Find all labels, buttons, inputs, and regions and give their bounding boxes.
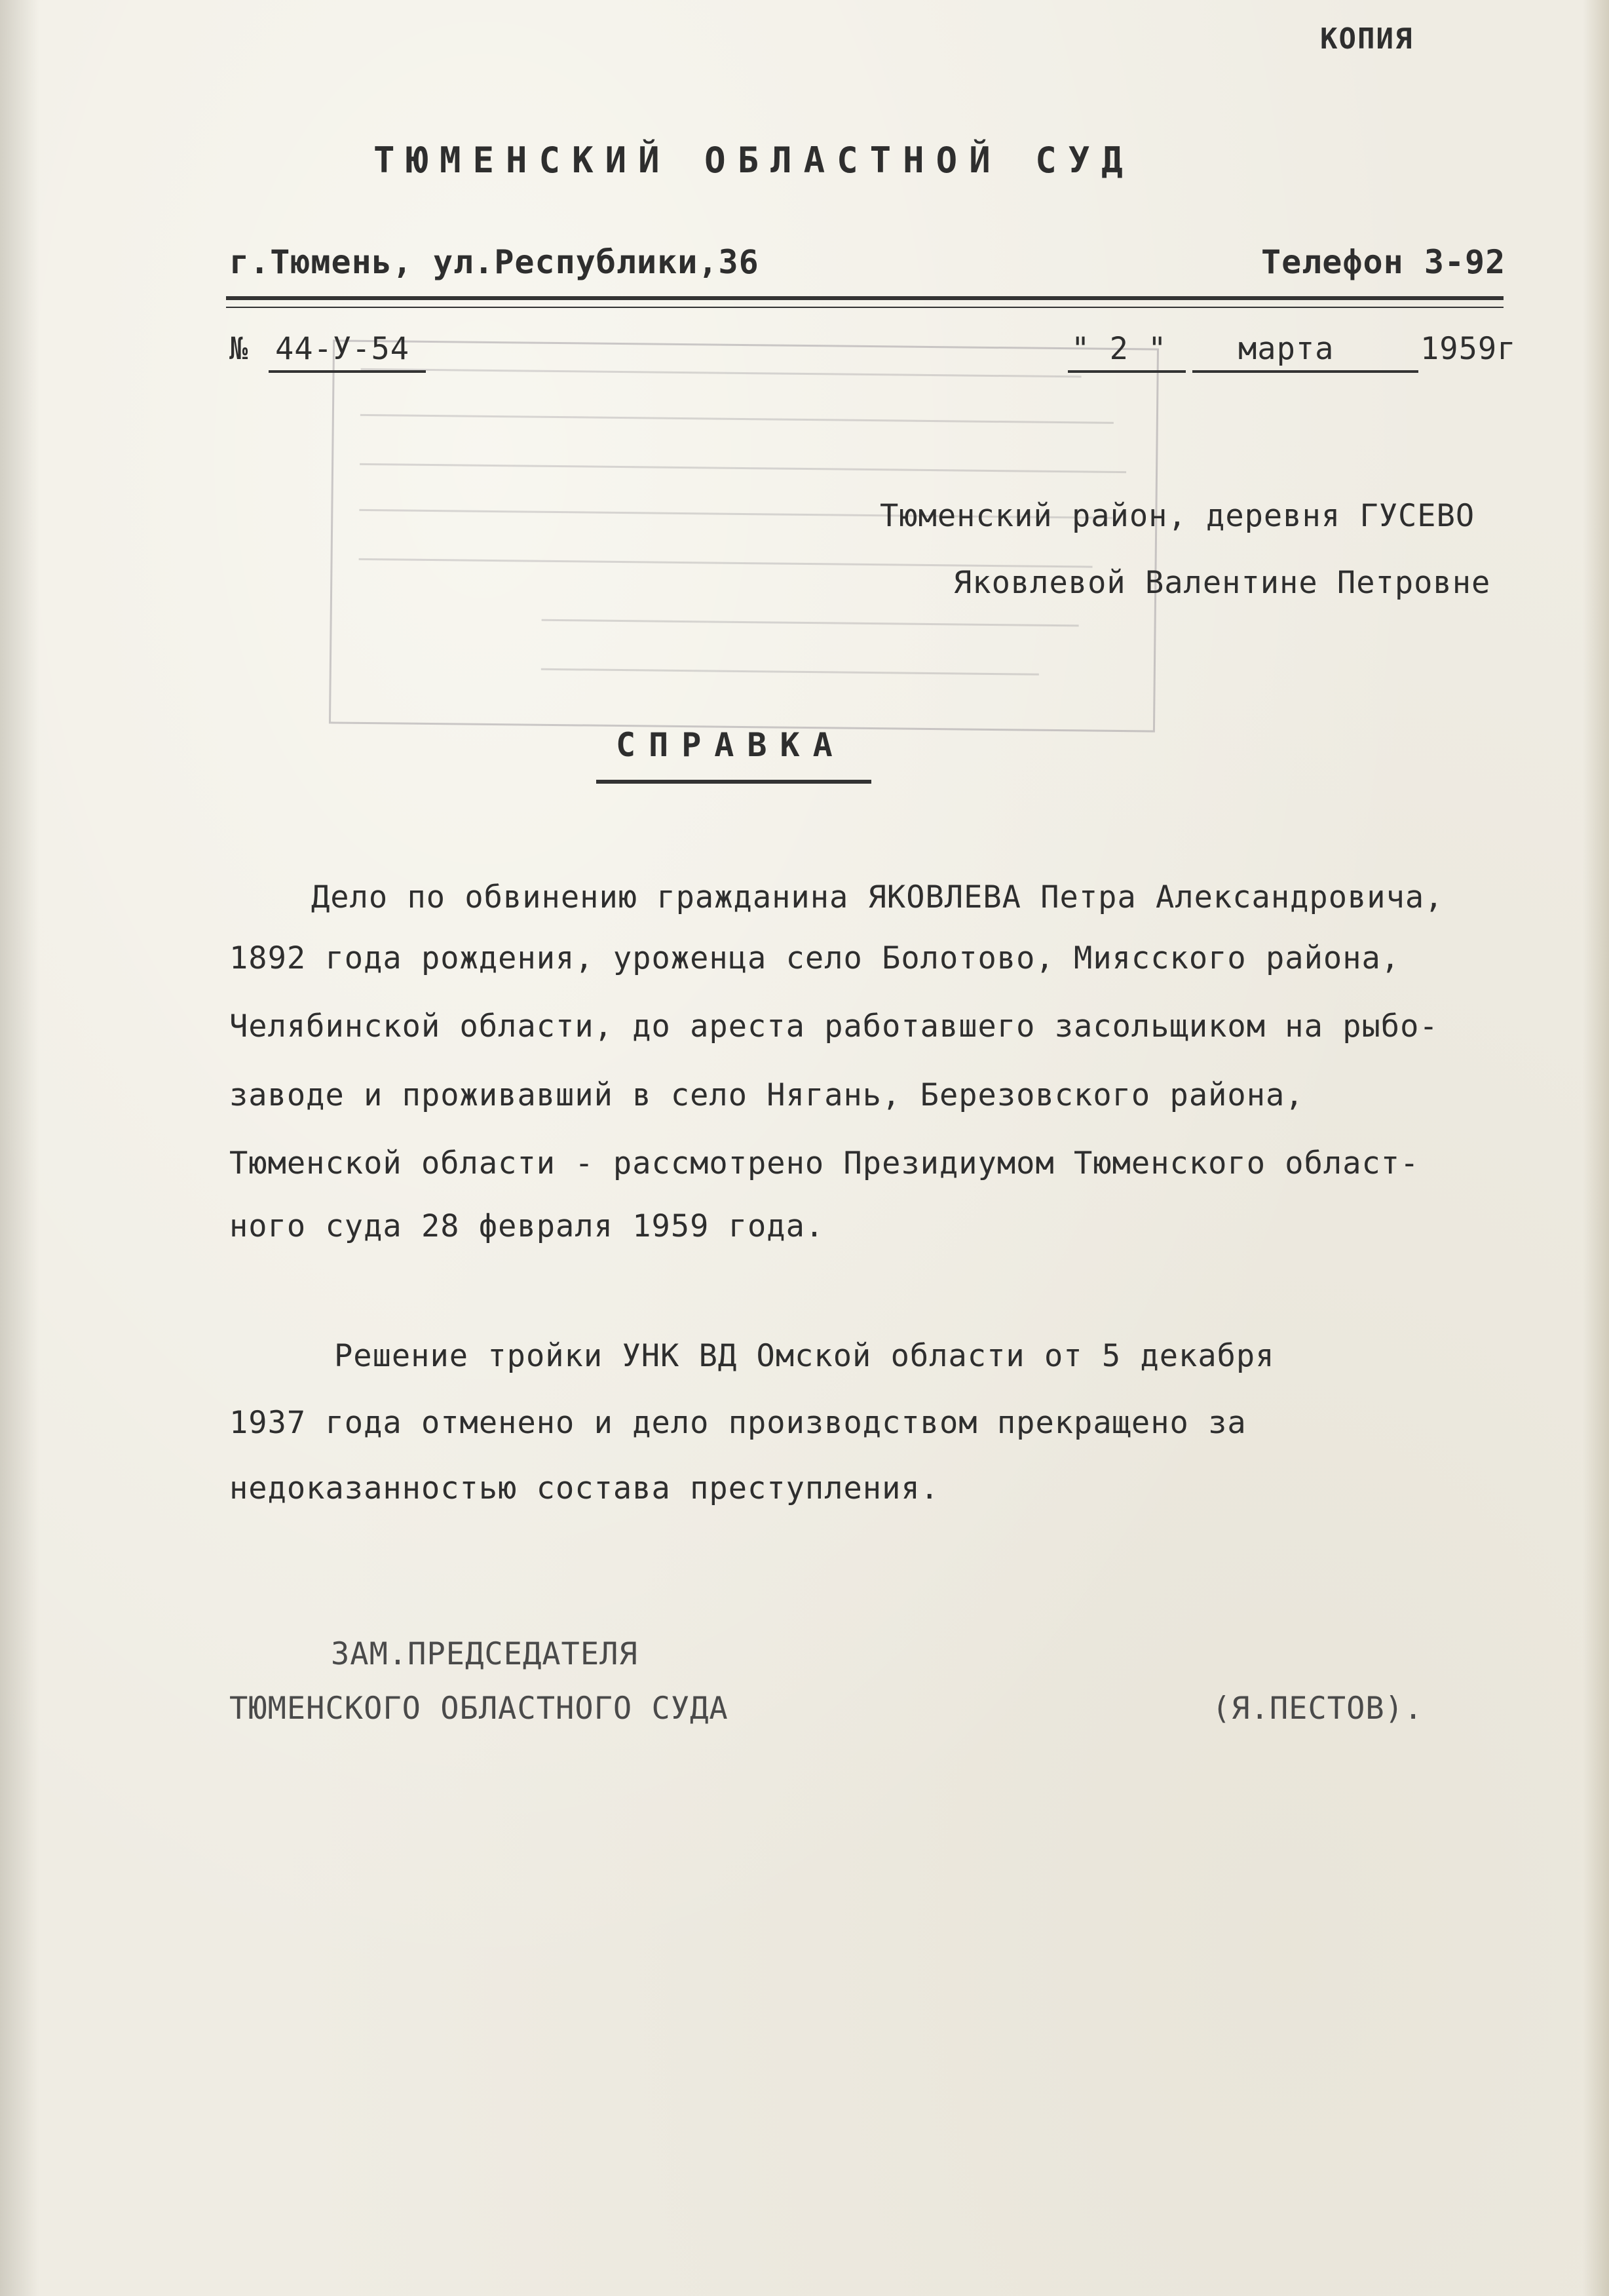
body-line: Решение тройки УНК ВД Омской области от 5 декабря — [334, 1338, 1275, 1374]
header-rule-thin — [226, 307, 1504, 308]
signature-title-line-1: ЗАМ.ПРЕДСЕДАТЕЛЯ — [331, 1636, 638, 1672]
document-number: 44-У-54 — [275, 331, 410, 367]
document-heading: СПРАВКА — [616, 726, 846, 764]
header-rule-thick — [226, 296, 1504, 300]
body-line: ного суда 28 февраля 1959 года. — [229, 1208, 825, 1244]
body-line: Челябинской области, до ареста работавшего засольщиком на рыбо- — [229, 1008, 1439, 1044]
court-phone: Телефон 3-92 — [1261, 243, 1506, 281]
body-line: 1892 года рождения, уроженца село Болотово, Миясского района, — [229, 940, 1401, 976]
document-date-month-underline — [1192, 370, 1418, 373]
court-address: г.Тюмень, ул.Республики,36 — [229, 243, 759, 281]
body-line: Тюменской области - рассмотрено Президиумом Тюменского област- — [229, 1145, 1420, 1181]
body-line: 1937 года отменено и дело производством прекращено за — [229, 1405, 1247, 1441]
document-date-day-underline — [1068, 370, 1186, 373]
recipient-name: Яковлевой Валентине Петровне — [953, 565, 1491, 601]
body-line: заводе и проживавший в село Нягань, Березовского района, — [229, 1077, 1304, 1113]
document-date-day: " 2 " — [1071, 331, 1167, 367]
signature-title-line-2: ТЮМЕНСКОГО ОБЛАСТНОГО СУДА — [229, 1691, 729, 1727]
body-line: Дело по обвинению гражданина ЯКОВЛЕВА Петра Александровича, — [311, 879, 1444, 915]
document-heading-underline — [596, 780, 871, 784]
document-date-month: марта — [1238, 331, 1335, 367]
paper-edge-shadow-right — [1583, 0, 1609, 2296]
paper-edge-shadow-left — [0, 0, 39, 2296]
document-number-prefix: № — [229, 331, 249, 367]
document-date-year: 1959г — [1420, 331, 1517, 367]
bleed-through-stamp — [329, 339, 1159, 732]
body-line: недоказанностью состава преступления. — [229, 1470, 939, 1506]
copy-mark: КОПИЯ — [1320, 22, 1414, 56]
signatory-name: (Я.ПЕСТОВ). — [1212, 1691, 1424, 1727]
court-name-heading: ТЮМЕНСКИЙ ОБЛАСТНОЙ СУД — [373, 140, 1135, 181]
document-number-underline — [269, 370, 426, 373]
recipient-place: Тюменский район, деревня ГУСЕВО — [880, 498, 1475, 534]
